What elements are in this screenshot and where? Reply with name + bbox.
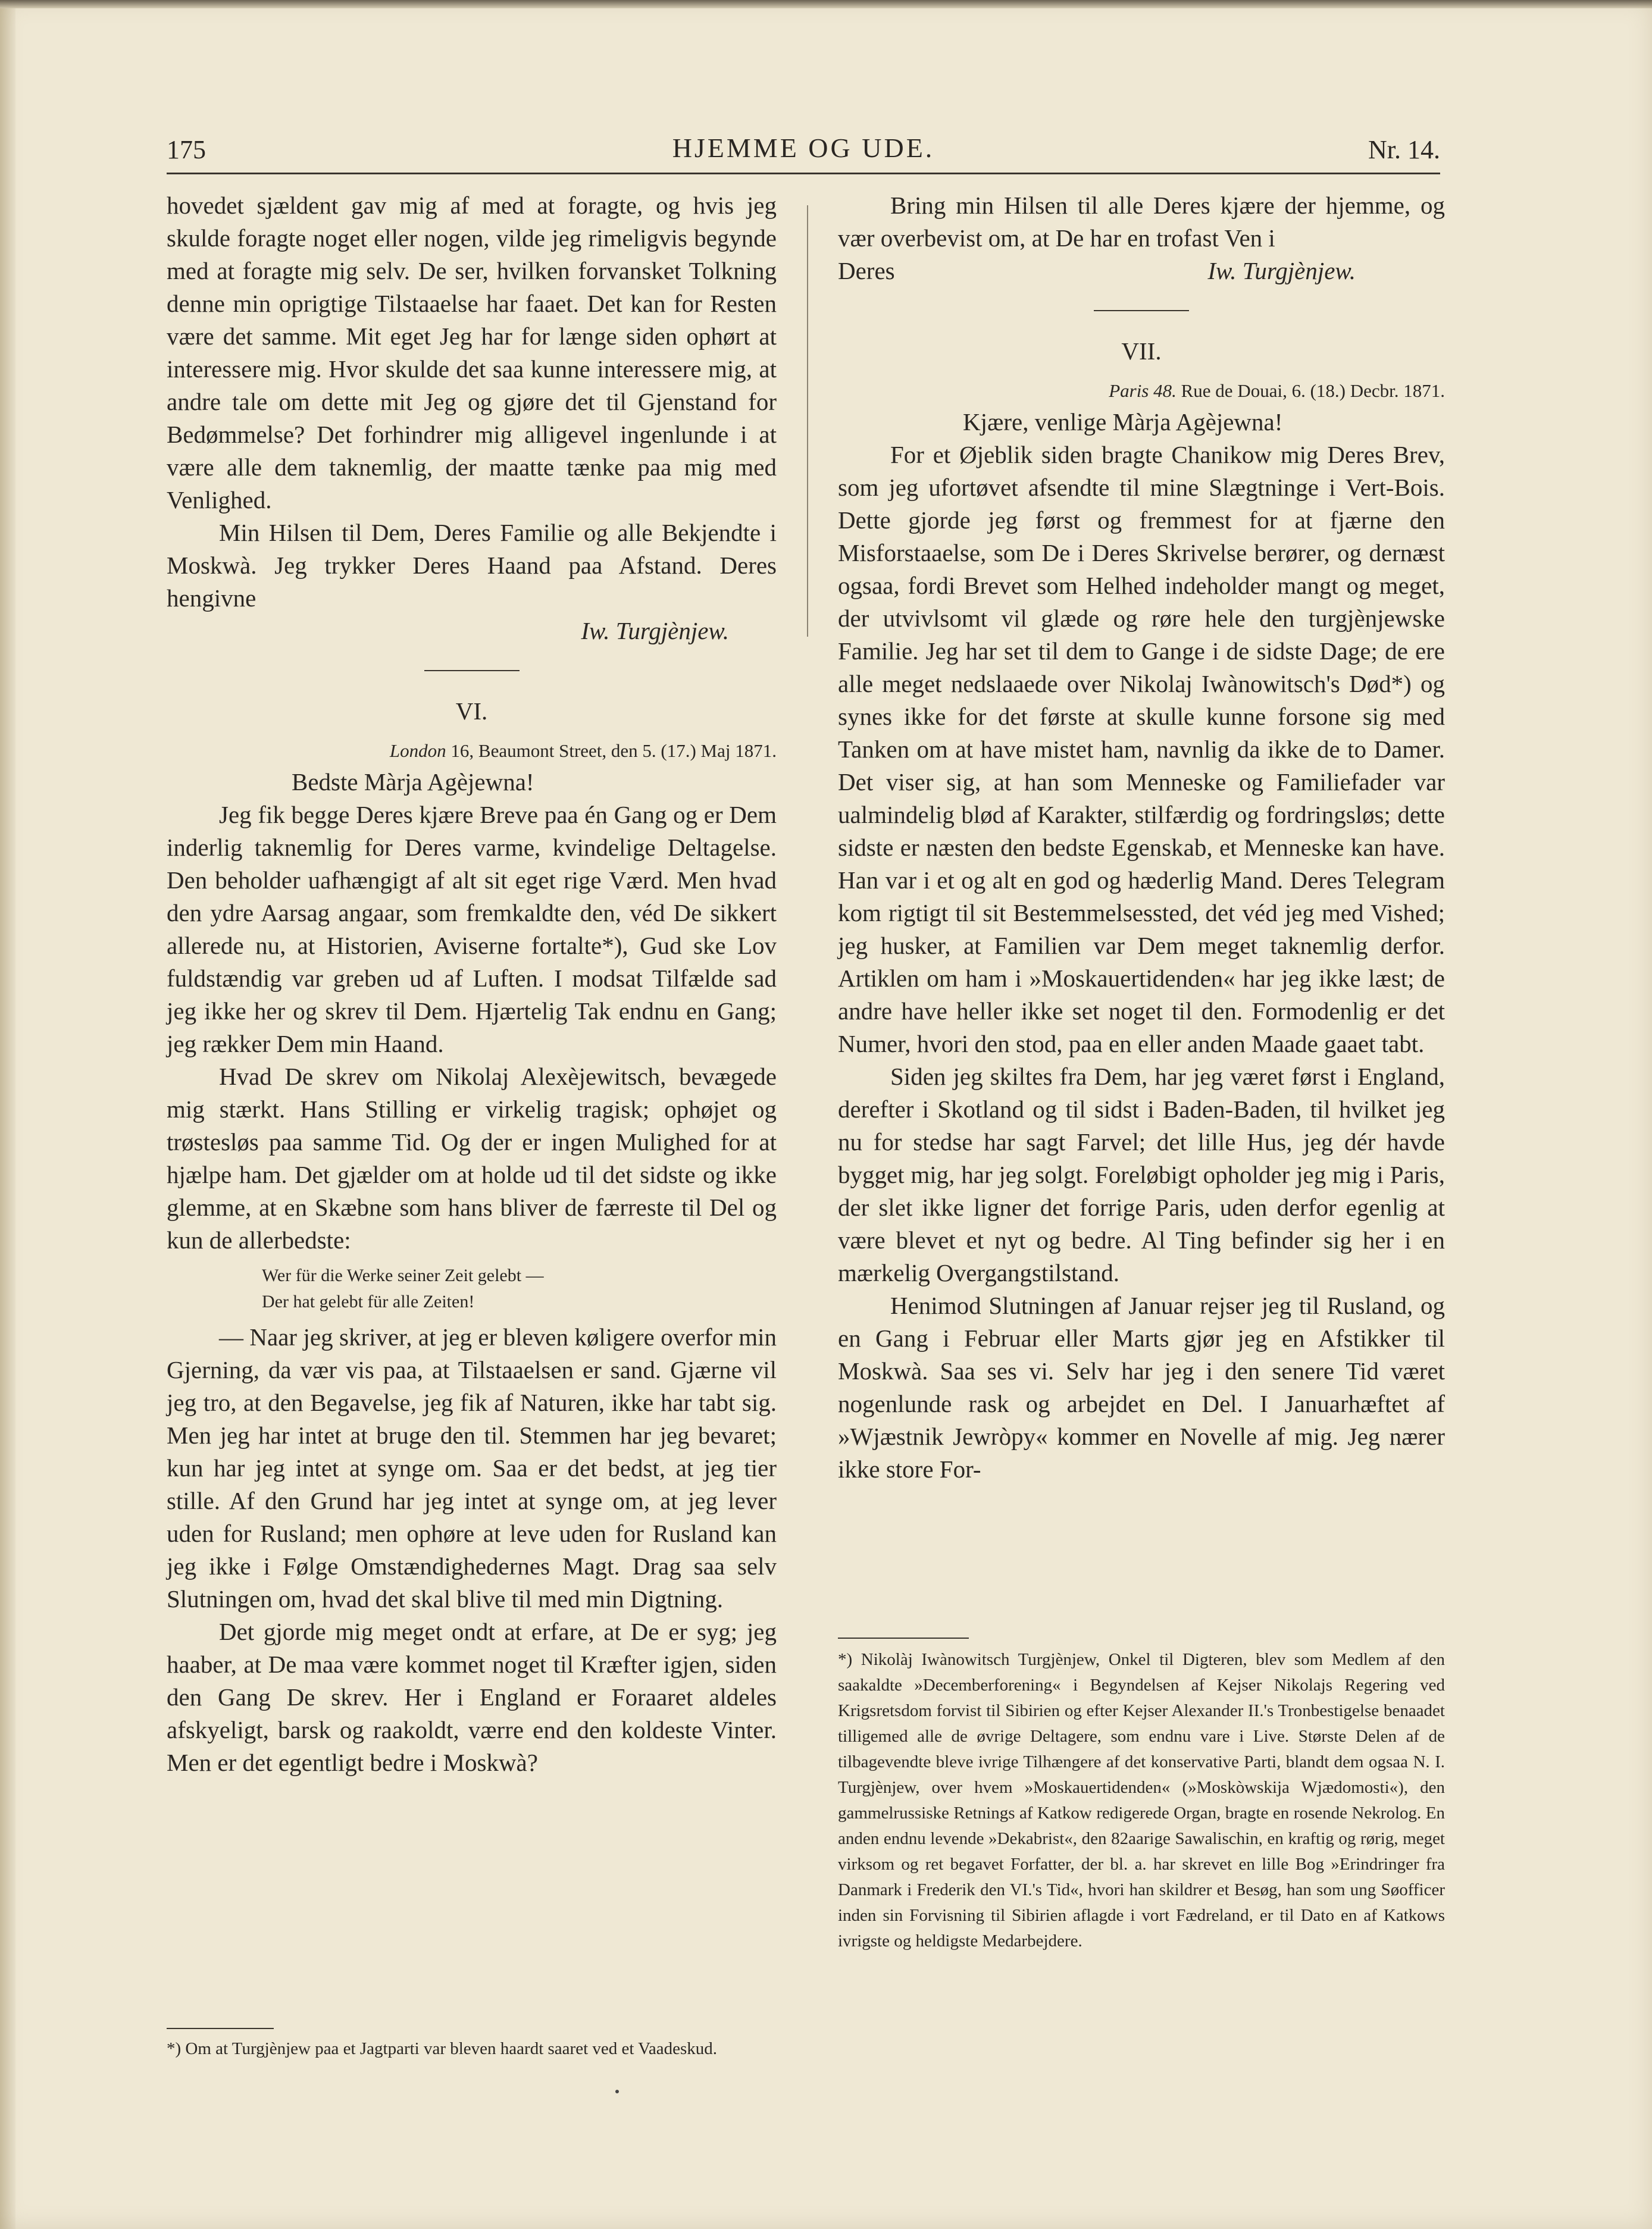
verse-quote [167,1263,777,1315]
column-divider [807,205,808,637]
section-separator [424,670,520,671]
header-rule [167,173,1440,174]
print-speck [615,2090,619,2093]
section-vi-heading: VI. [455,697,488,725]
left-column [167,189,777,1779]
signature-vi: Iw. Turgjènjew. [1207,257,1356,284]
page-number: 175 [167,135,206,164]
left-paragraph-3: Jeg fik begge Deres kjære Breve paa én Gang og er Dem inderlig taknemlig for Deres varme, kvindelige Deltagelse. Den beholder uafhængigt af alt sit eget rige Værd. Men hvad den ydre Aarsag angaar, som fremkaldte den, véd De sikkert allerede nu, at Historien, Aviserne fortalte*), Gud ske Lov fuldstændig var greben ud af Luften. I modsat Tilfælde sad jeg ikke her og skrev til Dem. Hjærtelig Tak endnu en Gang; jeg rækker Dem min Haand. [167,801,777,1057]
journal-title: HJEMME OG UDE. [672,133,935,163]
salutation-vii: Kjære, venlige Màrja Agèjewna! [963,408,1283,436]
page-top-edge [0,0,1652,8]
closing-word: Deres [838,257,895,284]
dateline-vi-place: London [389,740,446,761]
footnote-rule-right [838,1638,969,1639]
left-footnote: *) Om at Turgjènjew paa et Jagtparti var bleven haardt saaret ved et Vaadeskud. [167,2039,718,2058]
dateline-vii-rest: Rue de Douai, 6. (18.) Decbr. 1871. [1176,380,1445,401]
verse-line-2: Der hat gelebt für alle Zeiten! [262,1292,475,1311]
dateline-vi [167,736,777,766]
verse-line-1: Wer für die Werke seiner Zeit gelebt — [262,1266,544,1285]
right-paragraph-1: Bring min Hilsen til alle Deres kjære der hjemme, og vær overbevist om, at De har en trofast Ven i [838,192,1445,252]
left-paragraph-1: hovedet sjældent gav mig af med at foragte, og hvis jeg skulde foragte noget eller nogen, vilde jeg rimeligvis begynde med at foragte mig selv. De ser, hvilken forvansket Tolkning denne min oprigtige Tilstaaelse har faaet. Det kan for Resten være det samme. Mit eget Jeg har for længe siden ophørt at interessere mig. Hvor skulde det saa kunne interessere mig, at andre tale om dette mit Jeg og gjøre det til Gjenstand for Bedømmelse? Det forhindrer mig alligevel ingenlunde i at være alle dem taknemlig, der maatte tænke paa mig med Venlighed. [167,192,777,514]
right-footnote-block [838,1638,1445,1954]
right-paragraph-4: Henimod Slutningen af Januar rejser jeg til Rusland, og en Gang i Februar eller Marts gjør jeg en Afstikker til Moskwà. Saa ses vi. Selv har jeg i den senere Tid været nogenlunde rask og arbejdet en Del. I Januarhæftet af »Wjæstnik Jewròpy« kommer en Novelle af mig. Jeg nærer ikke store For- [838,1292,1445,1483]
right-paragraph-3: Siden jeg skiltes fra Dem, har jeg været først i England, derefter i Skotland og til sidst i Baden-Baden, til hvilket jeg nu for stedse har sagt Farvel; det lille Hus, jeg dér havde bygget mig, har jeg solgt. Foreløbigt opholder jeg mig i Paris, der slet ikke ligner det forrige Paris, uden derfor egenlig at være blevet et nyt og bedre. Al Ting befinder sig her i en mærkelig Overgangstilstand. [838,1063,1445,1286]
right-paragraph-2: For et Øjeblik siden bragte Chanikow mig Deres Brev, som jeg ufortøvet afsendte til mine Slægtninge i Vert-Bois. Dette gjorde jeg først og fremmest for at fjærne den Misforstaaelse, som De i Deres Skrivelse berører, og dernæst ogsaa, fordi Brevet som Helhed indeholder mangt og meget, der utvivlsomt vil glæde og røre hele den turgjènjewske Familie. Jeg har set til dem to Gange i de sidste Dage; de ere alle meget nedslaaede over Nikolaj Iwànowitsch's Død*) og synes ikke for det første at skulle kunne forsone sig med Tanken om at have mistet ham, navnlig da ikke de to Damer. Det viser sig, at han som Menneske og Familiefader var ualmindelig blød af Karakter, stilfærdig og fordringsløs; dette sidste er næsten den bedste Egenskab, et Menneske kan have. Han var i et og alt en god og hæderlig Mand. Deres Telegram kom rigtigt til sit Bestemmelsessted, det véd jeg med Vished; jeg husker, at Familien var Dem meget taknemlig derfor. Artiklen om ham i »Moskauertidenden« har jeg ikke læst; de andre have heller ikke set noget til den. Formodenlig er det Numer, hvori den stod, paa en eller anden Maade gaaet tabt. [838,441,1445,1057]
running-header [167,126,1440,168]
signature-vi-preceding: Iw. Turgjènjew. [581,617,729,644]
left-footnote-block [167,2016,777,2062]
right-column [838,189,1445,1486]
dateline-vii [838,376,1445,406]
footnote-rule-left [167,2028,274,2029]
page-spine-shadow [0,0,15,2229]
left-paragraph-5: — Naar jeg skriver, at jeg er bleven køligere overfor min Gjerning, da vær vis paa, at Tilstaaelsen er sand. Gjærne vil jeg tro, at den Begavelse, jeg fik af Naturen, ikke har tabt sig. Men jeg har intet at bruge den til. Stemmen har jeg bevaret; kun har jeg intet at synge om. Saa er det bedst, at jeg tier stille. Af den Grund har jeg intet at synge om, at jeg lever uden for Rusland; men ophøre at leve uden for Rusland kan jeg ikke i Følge Omstændighedernes Magt. Drag saa selv Slutningen om, hvad det skal blive til med min Digtning. [167,1323,777,1613]
dateline-vi-rest: 16, Beaumont Street, den 5. (17.) Maj 1871. [446,740,777,761]
dateline-vii-place: Paris 48. [1109,380,1177,401]
left-paragraph-2: Min Hilsen til Dem, Deres Familie og alle Bekjendte i Moskwà. Jeg trykker Deres Haand paa Afstand. Deres hengivne [167,519,777,612]
issue-number: Nr. 14. [1368,135,1440,164]
closing-line [838,255,1445,287]
left-paragraph-6: Det gjorde mig meget ondt at erfare, at De er syg; jeg haaber, at De maa være kommet noget til Kræfter igjen, siden den Gang De skrev. Her i England er Foraaret aldeles afskyeligt, barsk og raakoldt, værre end den koldeste Vinter. Men er det egentligt bedre i Moskwà? [167,1618,777,1776]
right-footnote: *) Nikolàj Iwànowitsch Turgjènjew, Onkel til Digteren, blev som Medlem af den saakaldte »Decemberforening« i Begyndelsen af Kejser Nikolajs Regering ved Krigsretsdom forvist til Sibirien og efter Kejser Alexander II.'s Tronbestigelse benaadet tilligemed alle de øvrige Deltagere, som endnu vare i Live. Største Delen af de tilbagevendte bleve ivrige Tilhængere af det konservative Parti, blandt dem ogsaa N. I. Turgjènjew, over hvem »Moskauertidenden« (»Moskòwskija Wjædomosti«), den gammelrussiske Retnings af Katkow redigerede Organ, bragte en rosende Nekrolog. En anden endnu levende »Dekabrist«, den 82aarige Sawalischin, en kraftig og rørig, meget virksom og ret begavet Forfatter, der bl. a. har skrevet en lille Bog »Erindringer fra Danmark i Frederik den VI.'s Tid«, hvori han skildrer et Besøg, han som ung Søofficer inden sin Forvisning til Sibirien aflagde i vort Fædreland, er til Dato en af Katkows ivrigste og heldigste Medarbejdere. [838,1650,1445,1951]
salutation-vi: Bedste Màrja Agèjewna! [292,768,534,796]
left-paragraph-4: Hvad De skrev om Nikolaj Alexèjewitsch, bevægede mig stærkt. Hans Stilling er virkelig tragisk; ophøjet og trøstesløs paa samme Tid. Og der er ingen Mulighed for at hjælpe ham. Det gjælder om at holde ud til det sidste og ikke glemme, at en Skæbne som hans bliver de færreste til Del og kun de allerbedste: [167,1063,777,1254]
section-separator [1094,310,1189,311]
section-vii-heading: VII. [1121,337,1162,365]
